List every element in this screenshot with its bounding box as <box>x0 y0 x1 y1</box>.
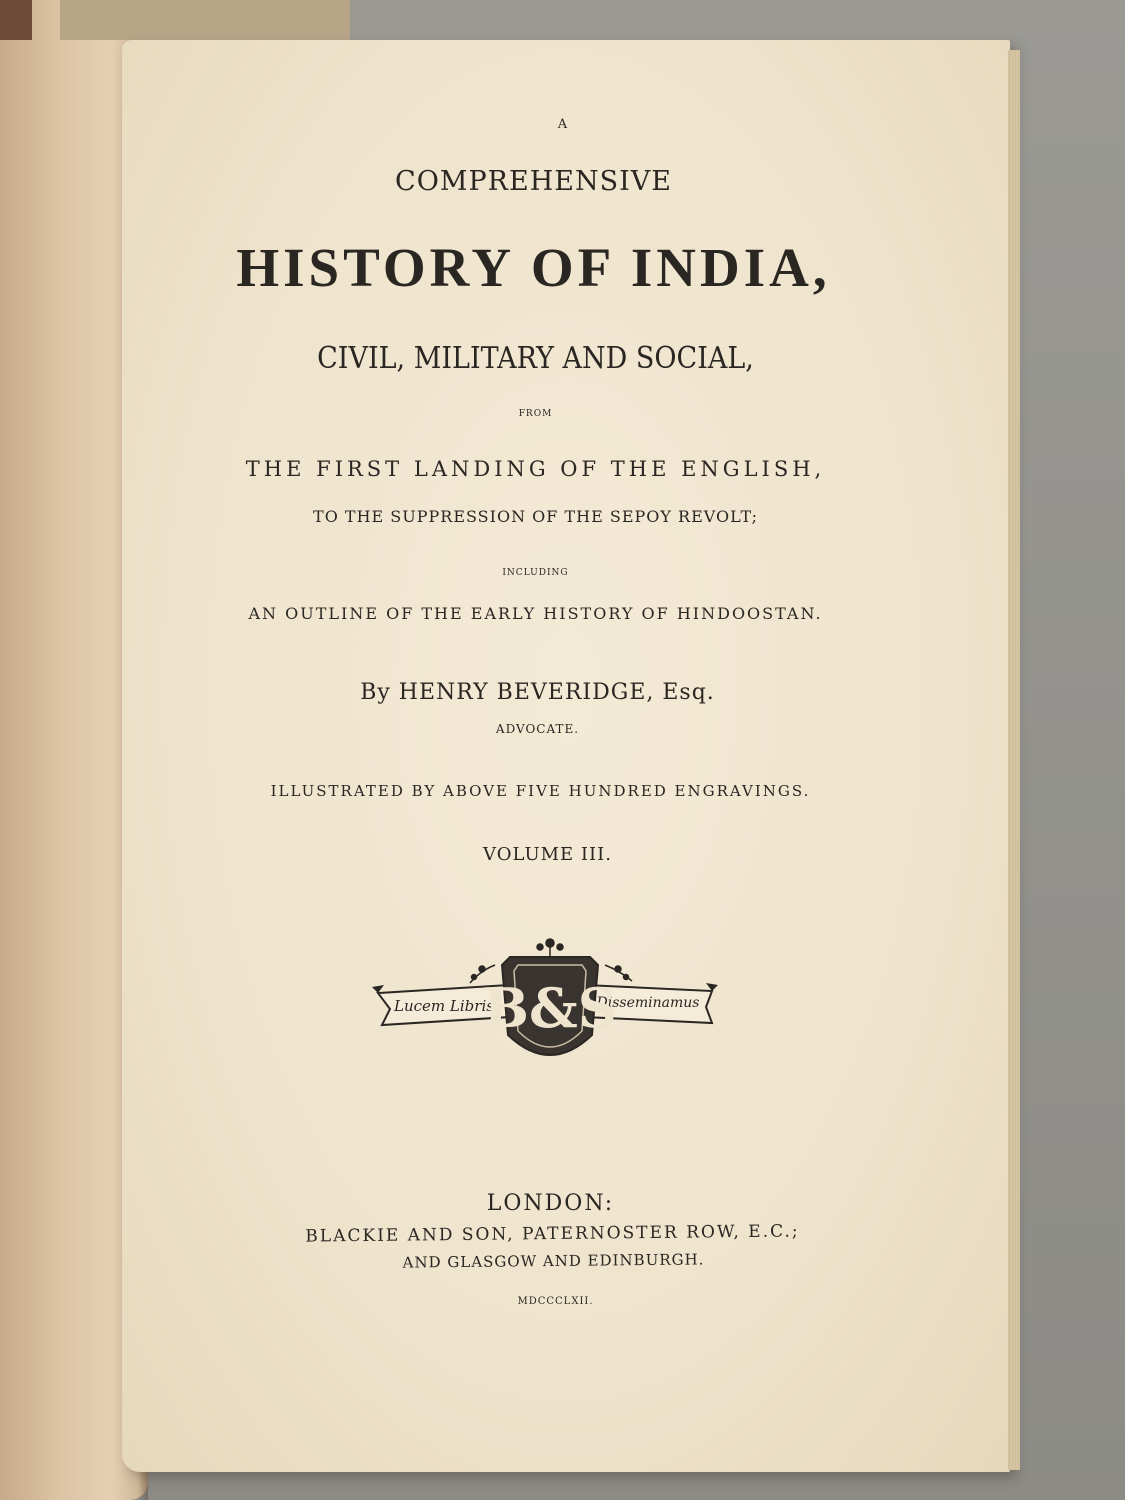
from-label: FROM <box>518 409 553 419</box>
first-landing-line: THE FIRST LANDING OF THE ENGLISH, <box>245 457 826 481</box>
suppression-line: TO THE SUPPRESSION OF THE SEPOY REVOLT; <box>313 507 758 526</box>
title-article: A <box>557 117 568 132</box>
subtitle: CIVIL, MILITARY AND SOCIAL, <box>317 341 754 376</box>
volume-label: VOLUME III. <box>483 844 612 865</box>
motto-right: Disseminamus <box>596 995 700 1011</box>
top-shadow-strip <box>60 0 350 40</box>
publication-date: MDCCCLXII. <box>517 1296 594 1307</box>
spine-binding <box>0 0 32 40</box>
motto-left: Lucem Libris <box>394 997 494 1015</box>
monogram: B&S <box>483 976 617 1040</box>
outline-line: AN OUTLINE OF THE EARLY HISTORY OF HINDOOSTAN. <box>248 604 823 623</box>
publisher-line-2: AND GLASGOW AND EDINBURGH. <box>402 1250 705 1272</box>
city-label: LONDON: <box>486 1191 615 1216</box>
title-comprehensive: COMPREHENSIVE <box>395 166 672 197</box>
main-title: HISTORY OF INDIA, <box>236 237 831 298</box>
publisher-line: BLACKIE AND SON, PATERNOSTER ROW, E.C.; <box>305 1221 800 1247</box>
author-title: ADVOCATE. <box>495 722 580 736</box>
including-label: INCLUDING <box>502 568 569 578</box>
illustrated-line: ILLUSTRATED BY ABOVE FIVE HUNDRED ENGRAVINGS. <box>270 782 811 800</box>
author-line: By HENRY BEVERIDGE, Esq. <box>360 680 715 705</box>
printers-device-emblem <box>370 935 720 1075</box>
